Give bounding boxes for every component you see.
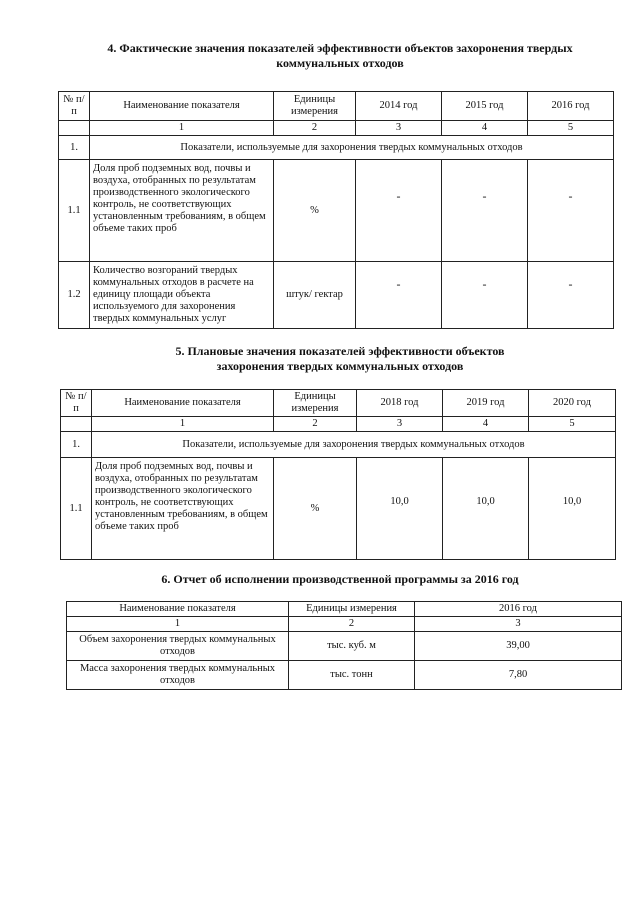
section4-title [70,41,610,71]
table-row [67,632,622,661]
column-number-row [59,121,614,136]
row-value-1: - [356,262,442,329]
section4-title-line2: коммунальных отходов [276,56,404,70]
group-row [61,432,616,458]
row-value-2: - [442,160,528,262]
row-name: Объем захоронения твердых коммунальных отходов [67,632,289,661]
row-name: Количество возгораний твердых коммунальных отходов в расчете на единицу площади объекта используемого для захоронения твердых коммунальных услуг [90,262,274,329]
colnum-4: 4 [442,121,528,136]
table-header-row [59,92,614,121]
row-name: Доля проб подземных вод, почвы и воздуха, отобранных по результатам производственного экологического контроль, не соответствующих установленным требованиям, в общем объеме таких проб [90,160,274,262]
row-unit: тыс. тонн [289,661,415,690]
row-name: Масса захоронения твердых коммунальных отходов [67,661,289,690]
section5-table [60,389,616,560]
row-value-3: - [528,262,614,329]
colnum-1: 1 [67,617,289,632]
header-name: Наименование показателя [67,602,289,617]
colnum-3: 3 [357,417,443,432]
header-name: Наименование показателя [92,390,274,417]
row-value-3: 10,0 [529,458,616,560]
header-year-2: 2019 год [443,390,529,417]
header-year-3: 2020 год [529,390,616,417]
group-label: Показатели, используемые для захоронения твердых коммунальных отходов [90,136,614,160]
section5-title-line2: захоронения твердых коммунальных отходов [216,359,464,373]
group-num: 1. [59,136,90,160]
colnum-2: 2 [289,617,415,632]
row-num: 1.1 [59,160,90,262]
row-num: 1.2 [59,262,90,329]
row-value-2: 10,0 [443,458,529,560]
column-number-row [61,417,616,432]
row-value-1: 10,0 [357,458,443,560]
colnum-5: 5 [528,121,614,136]
row-value: 39,00 [415,632,622,661]
header-num: № п/п [59,92,90,121]
table-row [61,458,616,560]
table-row [59,262,614,329]
header-year: 2016 год [415,602,622,617]
header-name: Наименование показателя [90,92,274,121]
header-year-1: 2018 год [357,390,443,417]
row-value-2: - [442,262,528,329]
group-label: Показатели, используемые для захоронения твердых коммунальных отходов [92,432,616,458]
colnum-empty [59,121,90,136]
group-num: 1. [61,432,92,458]
section6-title: 6. Отчет об исполнении производственной программы за 2016 год [161,572,519,586]
column-number-row [67,617,622,632]
section5-title [70,344,610,374]
colnum-2: 2 [274,121,356,136]
table-header-row [61,390,616,417]
header-num: № п/п [61,390,92,417]
row-unit: тыс. куб. м [289,632,415,661]
colnum-2: 2 [274,417,357,432]
header-unit: Единицы измерения [274,390,357,417]
colnum-3: 3 [356,121,442,136]
section4-title-line1: 4. Фактические значения показателей эффективности объектов захоронения твердых [107,41,573,55]
table-header-row [67,602,622,617]
row-value-3: - [528,160,614,262]
section6-table [66,601,622,690]
header-year-1: 2014 год [356,92,442,121]
section5-title-line1: 5. Плановые значения показателей эффективности объектов [175,344,505,358]
row-unit: штук/ гектар [274,262,356,329]
row-unit: % [274,160,356,262]
colnum-3: 3 [415,617,622,632]
header-unit: Единицы измерения [289,602,415,617]
group-row [59,136,614,160]
colnum-4: 4 [443,417,529,432]
section4-table [58,91,614,329]
header-year-2: 2015 год [442,92,528,121]
header-unit: Единицы измерения [274,92,356,121]
header-year-3: 2016 год [528,92,614,121]
row-value: 7,80 [415,661,622,690]
colnum-1: 1 [92,417,274,432]
row-unit: % [274,458,357,560]
table-row [67,661,622,690]
table-row [59,160,614,262]
colnum-5: 5 [529,417,616,432]
row-num: 1.1 [61,458,92,560]
row-name: Доля проб подземных вод, почвы и воздуха, отобранных по результатам производственного экологического контроль, не соответствующих установленным требованиям, в общем объеме таких проб [92,458,274,560]
row-value-1: - [356,160,442,262]
colnum-empty [61,417,92,432]
colnum-1: 1 [90,121,274,136]
